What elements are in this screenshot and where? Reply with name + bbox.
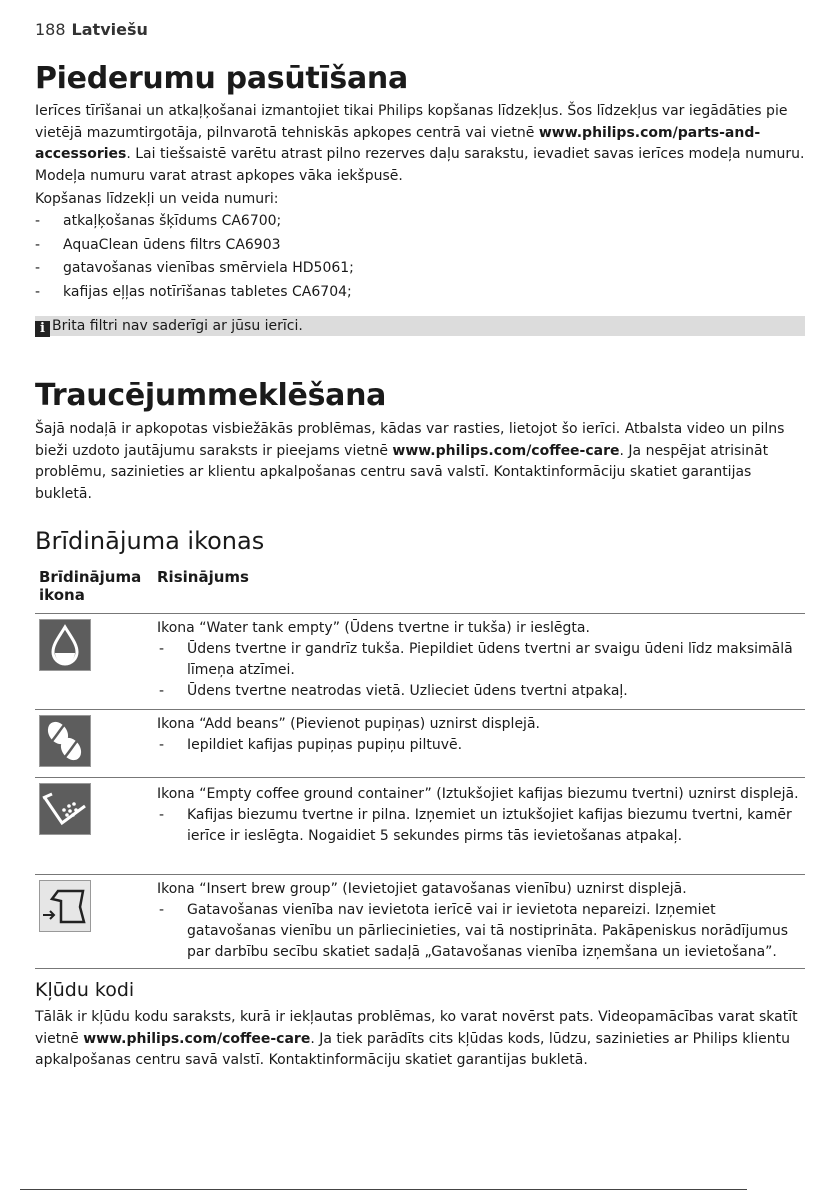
table-divider bbox=[35, 874, 805, 875]
table-divider bbox=[35, 709, 805, 710]
water-drop-icon bbox=[39, 619, 91, 671]
table-divider bbox=[35, 777, 805, 778]
table-divider bbox=[35, 968, 805, 969]
info-note bbox=[35, 316, 805, 336]
coffee-beans-icon bbox=[39, 715, 91, 767]
page-header bbox=[35, 20, 148, 39]
troubleshooting-intro: Šajā nodaļā ir apkopotas visbiežākās problēmas, kādas var rasties, lietojot šo ierīci. Atbalsta video un pilns bieži uzdoto jautājumu saraksts ir pieejams vietnē www.philips.com/coffee-care. Ja nespējat atrisināt problēmu, sazinieties ar klientu apkalpošanas centru savā valstī. Kontaktinformāciju skatiet garantijas bukletā. bbox=[35, 421, 785, 502]
warning-icons-title: Brīdinājuma ikonas bbox=[35, 527, 265, 555]
troubleshooting-title: Traucējummeklēšana bbox=[35, 378, 387, 413]
accessories-list-heading: Kopšanas līdzekļi un veida numuri: bbox=[35, 191, 279, 207]
page-number: 188 bbox=[35, 20, 66, 39]
table-row: Ikona “Add beans” (Pievienot pupiņas) uznirst displejā. - Iepildiet kafijas pupiņas pupiņu piltuvē. bbox=[157, 714, 807, 756]
parts-link[interactable]: www.philips.com/parts-and-accessories bbox=[35, 124, 761, 162]
table-divider bbox=[35, 613, 805, 614]
list-item: - atkaļķošanas šķīdums CA6700; bbox=[35, 210, 805, 234]
error-codes-title: Kļūdu kodi bbox=[35, 979, 135, 1001]
column-header-icon: Brīdinājuma ikona bbox=[39, 568, 142, 604]
error-codes-intro: Tālāk ir kļūdu kodu saraksts, kurā ir iekļautas problēmas, ko varat novērst pats. Videopamācības varat skatīt vietnē www.philips.com/coffee-care. Ja tiek parādīts cits kļūdas kods, lūdzu, sazinieties ar Philips klientu apkalpošanas centru savā valstī. Kontaktinformāciju skatiet garantijas bukletā. bbox=[35, 1009, 798, 1068]
table-row: Ikona “Water tank empty” (Ūdens tvertne ir tukša) ir ieslēgta. - Ūdens tvertne ir gandrīz tukša. Piepildiet ūdens tvertni ar svaigu ūdeni līdz maksimālā līmeņa atzīmei. - Ūdens tvertne neatrodas vietā. Uzlieciet ūdens tvertni atpakaļ. bbox=[157, 618, 807, 702]
list-item: - AquaClean ūdens filtrs CA6903 bbox=[35, 234, 805, 258]
accessories-intro: Ierīces tīrīšanai un atkaļķošanai izmantojiet tikai Philips kopšanas līdzekļus. Šos līdzekļus var iegādāties pie vietējā mazumtirgotāja, pilnvarotā tehniskās apkopes centrā vai vietnē www.philips.com/parts-and-accessories. Lai tiešsaistē varētu atrast pilno rezerves daļu sarakstu, ievadiet savas ierīces modeļa numuru. Modeļa numuru varat atrast apkopes vāka iekšpusē. bbox=[35, 103, 805, 184]
coffee-care-link[interactable]: www.philips.com/coffee-care bbox=[83, 1030, 311, 1047]
accessories-title: Piederumu pasūtīšana bbox=[35, 61, 408, 96]
info-icon: i bbox=[35, 321, 50, 337]
brew-group-icon bbox=[39, 880, 91, 932]
accessories-list bbox=[35, 210, 805, 304]
note-text: Brita filtri nav saderīgi ar jūsu ierīci. bbox=[52, 318, 303, 334]
column-header-solution: Risinājums bbox=[157, 568, 249, 586]
table-row: Ikona “Empty coffee ground container” (Iztukšojiet kafijas biezumu tvertni) uznirst displejā. - Kafijas biezumu tvertne ir pilna. Izņemiet un iztukšojiet kafijas biezumu tvertni, kamēr ierīce ir ieslēgta. Nogaidiet 5 sekundes pirms tās ievietošanas atpakaļ. bbox=[157, 784, 807, 847]
footer-divider bbox=[20, 1189, 747, 1190]
coffee-care-link[interactable]: www.philips.com/coffee-care bbox=[392, 442, 620, 459]
table-row: Ikona “Insert brew group” (Ievietojiet gatavošanas vienību) uznirst displejā. - Gatavošanas vienība nav ievietota ierīcē vai ir ievietota nepareizi. Izņemiet gatavošanas vienību un pārliecinieties, vai tā nostiprināta. Pakāpeniskus norādījumus par darbību secību skatiet sadaļā „Gatavošanas vienība izņemšana un ievietošana”. bbox=[157, 879, 807, 963]
coffee-grounds-container-icon bbox=[39, 783, 91, 835]
language-label: Latviešu bbox=[71, 20, 148, 39]
list-item: - gatavošanas vienības smērviela HD5061; bbox=[35, 257, 805, 281]
list-item: - kafijas eļļas notīrīšanas tabletes CA6704; bbox=[35, 281, 805, 305]
